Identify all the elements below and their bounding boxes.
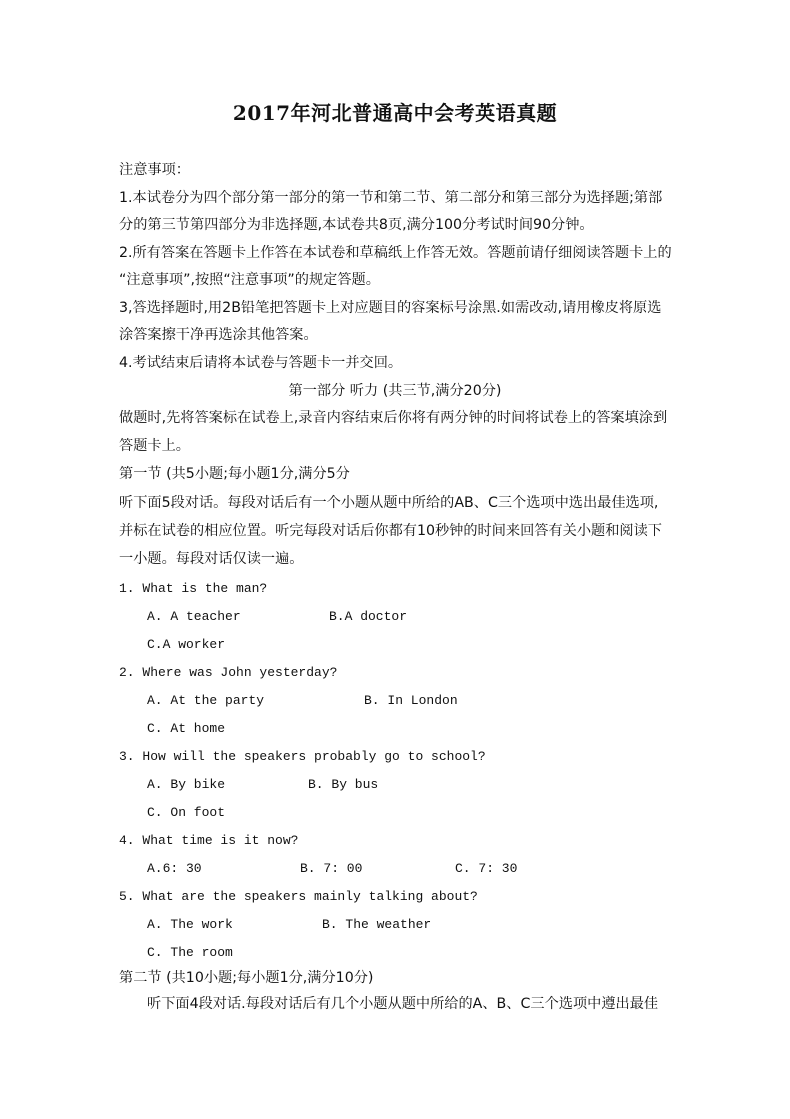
question-2-option-a: A. At the party xyxy=(147,693,265,708)
question-3-option-a: A. By bike xyxy=(147,777,226,792)
section2-heading: 第二节 (共10小题;每小题1分,满分10分) xyxy=(119,970,374,986)
part1-heading: 第一部分 听力 (共三节,满分20分) xyxy=(288,383,502,399)
note-1-line-1: 1.本试卷分为四个部分第一部分的第一节和第二节、第二部分和第三部分为选择题;第部 xyxy=(119,190,663,206)
question-2: 2. Where was John yesterday? xyxy=(119,665,338,680)
section1-heading: 第一节 (共5小题;每小题1分,满分5分 xyxy=(119,466,350,482)
question-4-option-a: A.6: 30 xyxy=(147,861,202,876)
section1-instr-line-3: 一小题。每段对话仅读一遍。 xyxy=(119,551,304,567)
question-1-option-a: A. A teacher xyxy=(147,609,241,624)
page-title: 2017年河北普通高中会考英语真题 xyxy=(232,101,558,125)
question-2-option-b: B. In London xyxy=(364,693,458,708)
question-5: 5. What are the speakers mainly talking about? xyxy=(119,889,478,904)
note-3-line-2: 涂答案擦干净再选涂其他答案。 xyxy=(119,327,318,343)
question-1-option-c: C.A worker xyxy=(147,637,226,652)
section2-instr-line-1: 听下面4段对话.每段对话后有几个小题从题中所给的A、B、C三个选项中遵出最佳 xyxy=(147,996,659,1012)
question-5-option-c: C. The room xyxy=(147,945,233,960)
question-3: 3. How will the speakers probably go to school? xyxy=(119,749,486,764)
notes-heading: 注意事项： xyxy=(119,162,190,178)
note-1-line-2: 分的第三节第四部分为非选择题,本试卷共8页,满分100分考试时间90分钟。 xyxy=(119,217,594,233)
note-4: 4.考试结束后请将本试卷与答题卡一并交回。 xyxy=(119,355,403,371)
question-3-option-b: B. By bus xyxy=(308,777,379,792)
part1-intro-line-1: 做题时,先将答案标在试卷上,录音内容结束后你将有两分钟的时间将试卷上的答案填涂到 xyxy=(119,410,668,426)
question-2-option-c: C. At home xyxy=(147,721,226,736)
section1-instr-line-2: 并标在试卷的相应位置。听完每段对话后你都有10秒钟的时间来回答有关小题和阅读下 xyxy=(119,523,662,539)
question-4-option-b: B. 7: 00 xyxy=(300,861,363,876)
question-4-option-c: C. 7: 30 xyxy=(455,861,518,876)
question-5-option-b: B. The weather xyxy=(322,917,432,932)
section1-instr-line-1: 听下面5段对话。每段对话后有一个小题从题中所给的AB、C三个选项中选出最佳选项, xyxy=(119,495,659,511)
note-2-line-2: “注意事项”,按照“注意事项”的规定答题。 xyxy=(119,272,380,288)
question-4: 4. What time is it now? xyxy=(119,833,299,848)
note-2-line-1: 2.所有答案在答题卡上作答在本试卷和草稿纸上作答无效。答题前请仔细阅读答题卡上的 xyxy=(119,245,672,261)
question-5-option-a: A. The work xyxy=(147,917,233,932)
part1-intro-line-2: 答题卡上。 xyxy=(119,438,190,454)
question-3-option-c: C. On foot xyxy=(147,805,226,820)
question-1: 1. What is the man? xyxy=(119,581,268,596)
note-3-line-1: 3,答选择题时,用2B铅笔把答题卡上对应题目的容案标号涂黑.如需改动,请用橡皮将原选 xyxy=(119,300,662,316)
question-1-option-b: B.A doctor xyxy=(329,609,408,624)
